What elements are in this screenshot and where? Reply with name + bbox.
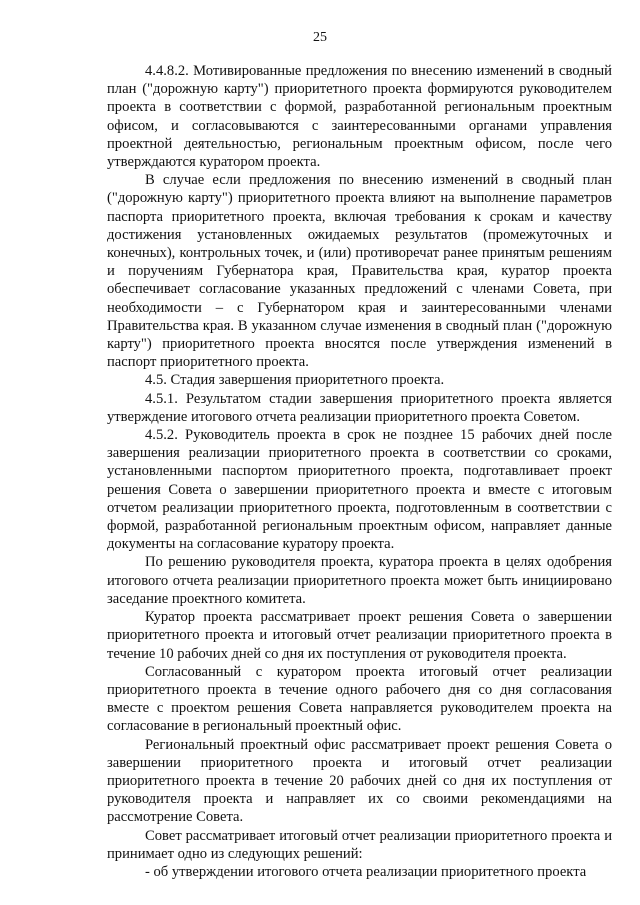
page-number: 25: [313, 30, 327, 45]
list-item: - об утверждении итогового отчета реализации приоритетного проекта: [145, 863, 587, 880]
paragraph: 4.5.2. Руководитель проекта в срок не позднее 15 рабочих дней после завершения реализации приоритетного проекта в соответствии со сроками, установленными паспортом приоритетного проекта, подготавливает проект решения Совета о завершении приоритетного проекта и вместе с итоговым отчетом реализации приоритетного проекта, подготовленным в соответствии с формой, разработанной региональным проектным офисом, направляет данные документы на согласование куратору проекта.: [107, 427, 612, 553]
paragraph: 4.5.1. Результатом стадии завершения приоритетного проекта является утверждение итогового отчета реализации приоритетного проекта Советом.: [107, 390, 612, 425]
paragraph: По решению руководителя проекта, куратора проекта в целях одобрения итогового отчета реализации приоритетного проекта может быть инициировано заседание проектного комитета.: [107, 554, 612, 607]
section-heading: 4.5. Стадия завершения приоритетного проекта.: [145, 372, 445, 389]
paragraph: Согласованный с куратором проекта итоговый отчет реализации приоритетного проекта в течение одного рабочего дня со дня согласования вместе с проектом решения Совета направляется руководителем проекта на согласование в региональный проектный офис.: [107, 663, 612, 735]
paragraph: Куратор проекта рассматривает проект решения Совета о завершении приоритетного проекта и итоговый отчет реализации приоритетного проекта в течение 10 рабочих дней со дня их поступления от руководителя проекта.: [107, 609, 612, 662]
paragraph: 4.4.8.2. Мотивированные предложения по внесению изменений в сводный план ("дорожную карту") приоритетного проекта формируются руководителем проекта в соответствии с формой, разработанной региональным проектным офисом, и согласовываются с заинтересованными органами управления проектной деятельностью, региональным проектным офисом, после чего утверждаются куратором проекта.: [107, 63, 612, 171]
paragraph: Региональный проектный офис рассматривает проект решения Совета о завершении приоритетного проекта и итоговый отчет реализации приоритетного проекта в течение 20 рабочих дней со дня их поступления от руководителя проекта и направляет их со своими рекомендациями на рассмотрение Совета.: [107, 736, 612, 826]
paragraph: Совет рассматривает итоговый отчет реализации приоритетного проекта и принимает одно из следующих решений:: [107, 827, 612, 862]
document-body: [107, 62, 612, 881]
paragraph: В случае если предложения по внесению изменений в сводный план ("дорожную карту") приоритетного проекта влияют на выполнение параметров паспорта приоритетного проекта, включая требования к срокам и качеству достижения установленных ожидаемых результатов (промежуточных и конечных), контрольных точек, и (или) противоречат ранее принятым решениям и поручениям Губернатора края, Правительства края, куратор проекта обеспечивает согласование указанных предложений с членами Совета, при необходимости – с Губернатором края и заинтересованными членами Правительства края. В указанном случае изменения в сводный план ("дорожную карту") приоритетного проекта вносятся после утверждения изменений в паспорт приоритетного проекта.: [107, 172, 612, 371]
